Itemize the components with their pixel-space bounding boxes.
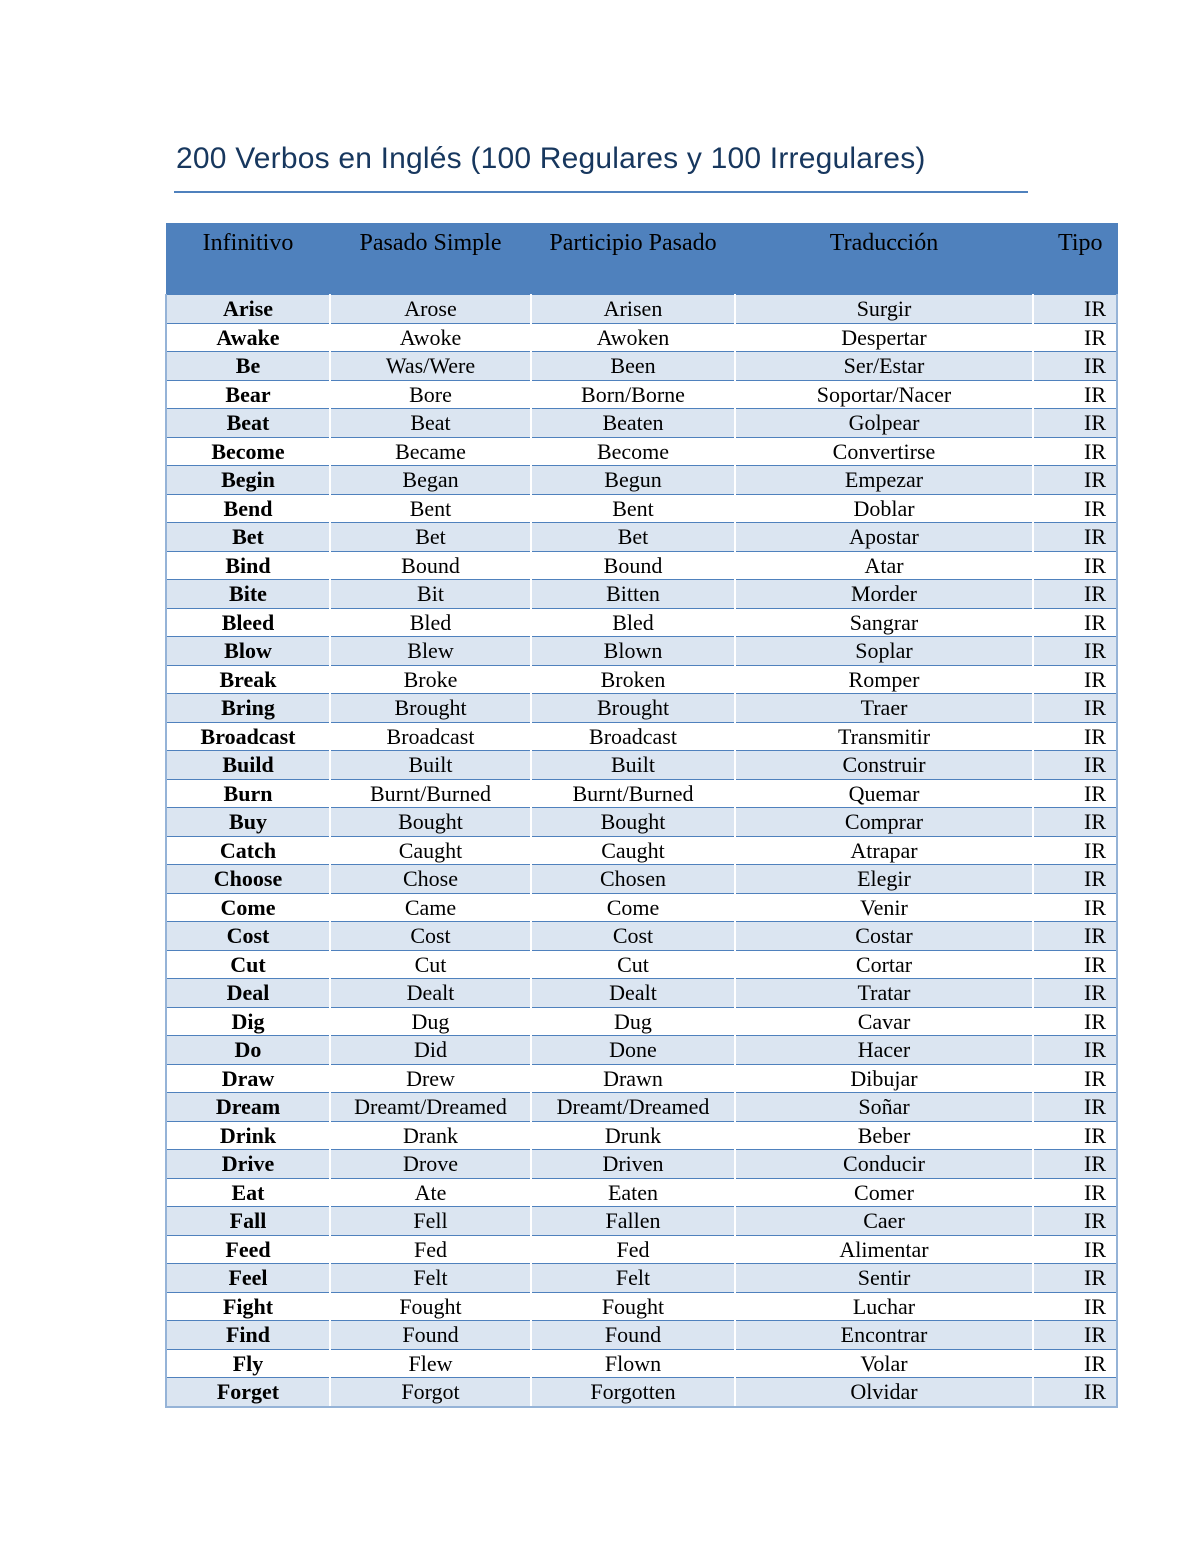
- cell-traduccion: Atrapar: [735, 836, 1033, 865]
- cell-traduccion: Venir: [735, 893, 1033, 922]
- cell-pasado-simple: Was/Were: [330, 352, 531, 381]
- table-row: [166, 1036, 1117, 1065]
- cell-participio-pasado: Flown: [531, 1349, 735, 1378]
- table-row: [166, 865, 1117, 894]
- cell-participio-pasado: Drawn: [531, 1064, 735, 1093]
- cell-pasado-simple: Bore: [330, 380, 531, 409]
- cell-traduccion: Conducir: [735, 1150, 1033, 1179]
- cell-pasado-simple: Did: [330, 1036, 531, 1065]
- cell-infinitivo: Break: [166, 665, 330, 694]
- cell-participio-pasado: Caught: [531, 836, 735, 865]
- cell-participio-pasado: Forgotten: [531, 1378, 735, 1407]
- header-pasado-simple: Pasado Simple: [330, 224, 531, 295]
- cell-infinitivo: Blow: [166, 637, 330, 666]
- table-row: [166, 1178, 1117, 1207]
- table-body: [166, 295, 1117, 1407]
- cell-traduccion: Convertirse: [735, 437, 1033, 466]
- cell-tipo: IR: [1033, 437, 1117, 466]
- table-row: [166, 1007, 1117, 1036]
- header-infinitivo: Infinitivo: [166, 224, 330, 295]
- cell-tipo: IR: [1033, 950, 1117, 979]
- cell-pasado-simple: Cut: [330, 950, 531, 979]
- cell-traduccion: Soplar: [735, 637, 1033, 666]
- cell-participio-pasado: Beaten: [531, 409, 735, 438]
- table-row: [166, 352, 1117, 381]
- cell-pasado-simple: Caught: [330, 836, 531, 865]
- cell-tipo: IR: [1033, 1007, 1117, 1036]
- cell-infinitivo: Feed: [166, 1235, 330, 1264]
- cell-traduccion: Encontrar: [735, 1321, 1033, 1350]
- header-participio-pasado: Participio Pasado: [531, 224, 735, 295]
- cell-participio-pasado: Eaten: [531, 1178, 735, 1207]
- cell-tipo: IR: [1033, 523, 1117, 552]
- cell-tipo: IR: [1033, 893, 1117, 922]
- cell-infinitivo: Cost: [166, 922, 330, 951]
- cell-participio-pasado: Fed: [531, 1235, 735, 1264]
- table-row: [166, 979, 1117, 1008]
- cell-tipo: IR: [1033, 751, 1117, 780]
- table-row: [166, 323, 1117, 352]
- cell-participio-pasado: Burnt/Burned: [531, 779, 735, 808]
- cell-infinitivo: Bleed: [166, 608, 330, 637]
- cell-tipo: IR: [1033, 608, 1117, 637]
- cell-infinitivo: Broadcast: [166, 722, 330, 751]
- cell-traduccion: Morder: [735, 580, 1033, 609]
- table-row: [166, 1235, 1117, 1264]
- cell-participio-pasado: Bound: [531, 551, 735, 580]
- cell-participio-pasado: Bitten: [531, 580, 735, 609]
- header-traduccion: Traducción: [735, 224, 1033, 295]
- cell-infinitivo: Beat: [166, 409, 330, 438]
- cell-tipo: IR: [1033, 1235, 1117, 1264]
- cell-tipo: IR: [1033, 1178, 1117, 1207]
- cell-participio-pasado: Dreamt/Dreamed: [531, 1093, 735, 1122]
- cell-tipo: IR: [1033, 295, 1117, 324]
- cell-traduccion: Soñar: [735, 1093, 1033, 1122]
- cell-tipo: IR: [1033, 1093, 1117, 1122]
- cell-pasado-simple: Drew: [330, 1064, 531, 1093]
- cell-infinitivo: Choose: [166, 865, 330, 894]
- cell-participio-pasado: Been: [531, 352, 735, 381]
- cell-infinitivo: Bet: [166, 523, 330, 552]
- cell-traduccion: Golpear: [735, 409, 1033, 438]
- cell-participio-pasado: Bought: [531, 808, 735, 837]
- table-row: [166, 1207, 1117, 1236]
- cell-infinitivo: Bear: [166, 380, 330, 409]
- header-tipo: Tipo: [1033, 224, 1117, 295]
- table-row: [166, 608, 1117, 637]
- cell-pasado-simple: Dug: [330, 1007, 531, 1036]
- cell-pasado-simple: Bled: [330, 608, 531, 637]
- cell-participio-pasado: Felt: [531, 1264, 735, 1293]
- table-row: [166, 580, 1117, 609]
- cell-tipo: IR: [1033, 779, 1117, 808]
- table-row: [166, 1093, 1117, 1122]
- cell-pasado-simple: Came: [330, 893, 531, 922]
- table-row: [166, 295, 1117, 324]
- cell-pasado-simple: Dealt: [330, 979, 531, 1008]
- cell-infinitivo: Do: [166, 1036, 330, 1065]
- cell-infinitivo: Come: [166, 893, 330, 922]
- cell-participio-pasado: Fought: [531, 1292, 735, 1321]
- cell-participio-pasado: Blown: [531, 637, 735, 666]
- cell-infinitivo: Be: [166, 352, 330, 381]
- table-row: [166, 466, 1117, 495]
- cell-tipo: IR: [1033, 409, 1117, 438]
- cell-pasado-simple: Began: [330, 466, 531, 495]
- cell-infinitivo: Bite: [166, 580, 330, 609]
- table-row: [166, 1264, 1117, 1293]
- cell-traduccion: Comer: [735, 1178, 1033, 1207]
- cell-pasado-simple: Found: [330, 1321, 531, 1350]
- cell-traduccion: Doblar: [735, 494, 1033, 523]
- cell-tipo: IR: [1033, 808, 1117, 837]
- cell-tipo: IR: [1033, 922, 1117, 951]
- cell-participio-pasado: Come: [531, 893, 735, 922]
- cell-tipo: IR: [1033, 979, 1117, 1008]
- cell-pasado-simple: Bit: [330, 580, 531, 609]
- cell-participio-pasado: Built: [531, 751, 735, 780]
- cell-pasado-simple: Chose: [330, 865, 531, 894]
- cell-infinitivo: Bind: [166, 551, 330, 580]
- cell-tipo: IR: [1033, 1036, 1117, 1065]
- cell-participio-pasado: Drunk: [531, 1121, 735, 1150]
- cell-traduccion: Elegir: [735, 865, 1033, 894]
- cell-pasado-simple: Felt: [330, 1264, 531, 1293]
- cell-pasado-simple: Built: [330, 751, 531, 780]
- cell-traduccion: Hacer: [735, 1036, 1033, 1065]
- cell-pasado-simple: Became: [330, 437, 531, 466]
- table-row: [166, 1121, 1117, 1150]
- cell-infinitivo: Dream: [166, 1093, 330, 1122]
- cell-participio-pasado: Found: [531, 1321, 735, 1350]
- cell-participio-pasado: Driven: [531, 1150, 735, 1179]
- cell-traduccion: Tratar: [735, 979, 1033, 1008]
- table-row: [166, 380, 1117, 409]
- cell-pasado-simple: Drove: [330, 1150, 531, 1179]
- table-row: [166, 409, 1117, 438]
- cell-pasado-simple: Broke: [330, 665, 531, 694]
- cell-tipo: IR: [1033, 1321, 1117, 1350]
- cell-infinitivo: Fall: [166, 1207, 330, 1236]
- cell-participio-pasado: Awoken: [531, 323, 735, 352]
- cell-infinitivo: Forget: [166, 1378, 330, 1407]
- cell-infinitivo: Bend: [166, 494, 330, 523]
- cell-participio-pasado: Chosen: [531, 865, 735, 894]
- cell-traduccion: Costar: [735, 922, 1033, 951]
- cell-infinitivo: Draw: [166, 1064, 330, 1093]
- cell-infinitivo: Find: [166, 1321, 330, 1350]
- cell-pasado-simple: Broadcast: [330, 722, 531, 751]
- cell-infinitivo: Deal: [166, 979, 330, 1008]
- cell-participio-pasado: Done: [531, 1036, 735, 1065]
- table-row: [166, 551, 1117, 580]
- table-row: [166, 437, 1117, 466]
- cell-infinitivo: Awake: [166, 323, 330, 352]
- table-row: [166, 694, 1117, 723]
- table-row: [166, 1349, 1117, 1378]
- cell-tipo: IR: [1033, 1064, 1117, 1093]
- cell-tipo: IR: [1033, 466, 1117, 495]
- cell-tipo: IR: [1033, 665, 1117, 694]
- table-row: [166, 523, 1117, 552]
- cell-participio-pasado: Bet: [531, 523, 735, 552]
- cell-pasado-simple: Bought: [330, 808, 531, 837]
- table-row: [166, 893, 1117, 922]
- cell-infinitivo: Drink: [166, 1121, 330, 1150]
- cell-traduccion: Transmitir: [735, 722, 1033, 751]
- cell-participio-pasado: Broadcast: [531, 722, 735, 751]
- cell-traduccion: Luchar: [735, 1292, 1033, 1321]
- cell-tipo: IR: [1033, 352, 1117, 381]
- cell-participio-pasado: Fallen: [531, 1207, 735, 1236]
- cell-infinitivo: Bring: [166, 694, 330, 723]
- cell-infinitivo: Fight: [166, 1292, 330, 1321]
- cell-tipo: IR: [1033, 494, 1117, 523]
- cell-pasado-simple: Fought: [330, 1292, 531, 1321]
- cell-traduccion: Alimentar: [735, 1235, 1033, 1264]
- cell-tipo: IR: [1033, 1264, 1117, 1293]
- cell-tipo: IR: [1033, 865, 1117, 894]
- cell-traduccion: Cortar: [735, 950, 1033, 979]
- table-header-row: [166, 224, 1117, 295]
- cell-infinitivo: Become: [166, 437, 330, 466]
- cell-pasado-simple: Drank: [330, 1121, 531, 1150]
- cell-traduccion: Cavar: [735, 1007, 1033, 1036]
- cell-pasado-simple: Blew: [330, 637, 531, 666]
- cell-infinitivo: Fly: [166, 1349, 330, 1378]
- cell-participio-pasado: Bled: [531, 608, 735, 637]
- cell-tipo: IR: [1033, 836, 1117, 865]
- cell-participio-pasado: Dug: [531, 1007, 735, 1036]
- cell-infinitivo: Begin: [166, 466, 330, 495]
- cell-traduccion: Surgir: [735, 295, 1033, 324]
- cell-infinitivo: Catch: [166, 836, 330, 865]
- cell-pasado-simple: Flew: [330, 1349, 531, 1378]
- document-title: 200 Verbos en Inglés (100 Regulares y 100 Irregulares): [176, 142, 926, 175]
- cell-tipo: IR: [1033, 694, 1117, 723]
- cell-infinitivo: Arise: [166, 295, 330, 324]
- table-row: [166, 1150, 1117, 1179]
- cell-traduccion: Traer: [735, 694, 1033, 723]
- cell-tipo: IR: [1033, 1292, 1117, 1321]
- cell-traduccion: Atar: [735, 551, 1033, 580]
- cell-pasado-simple: Bent: [330, 494, 531, 523]
- cell-pasado-simple: Fed: [330, 1235, 531, 1264]
- cell-pasado-simple: Cost: [330, 922, 531, 951]
- cell-tipo: IR: [1033, 323, 1117, 352]
- cell-traduccion: Empezar: [735, 466, 1033, 495]
- cell-participio-pasado: Cut: [531, 950, 735, 979]
- table-row: [166, 922, 1117, 951]
- cell-pasado-simple: Ate: [330, 1178, 531, 1207]
- cell-tipo: IR: [1033, 551, 1117, 580]
- cell-participio-pasado: Arisen: [531, 295, 735, 324]
- cell-pasado-simple: Fell: [330, 1207, 531, 1236]
- cell-pasado-simple: Bound: [330, 551, 531, 580]
- cell-infinitivo: Cut: [166, 950, 330, 979]
- title-underline: [174, 191, 1028, 193]
- table-row: [166, 1321, 1117, 1350]
- cell-pasado-simple: Burnt/Burned: [330, 779, 531, 808]
- table-row: [166, 751, 1117, 780]
- cell-participio-pasado: Cost: [531, 922, 735, 951]
- cell-pasado-simple: Awoke: [330, 323, 531, 352]
- cell-tipo: IR: [1033, 1121, 1117, 1150]
- cell-traduccion: Apostar: [735, 523, 1033, 552]
- table-row: [166, 722, 1117, 751]
- cell-infinitivo: Drive: [166, 1150, 330, 1179]
- cell-traduccion: Soportar/Nacer: [735, 380, 1033, 409]
- cell-tipo: IR: [1033, 1349, 1117, 1378]
- table-row: [166, 950, 1117, 979]
- table-row: [166, 494, 1117, 523]
- cell-traduccion: Olvidar: [735, 1378, 1033, 1407]
- table-row: [166, 1064, 1117, 1093]
- cell-tipo: IR: [1033, 1207, 1117, 1236]
- cell-traduccion: Sangrar: [735, 608, 1033, 637]
- cell-traduccion: Despertar: [735, 323, 1033, 352]
- cell-tipo: IR: [1033, 1378, 1117, 1407]
- cell-traduccion: Dibujar: [735, 1064, 1033, 1093]
- table-row: [166, 665, 1117, 694]
- cell-traduccion: Ser/Estar: [735, 352, 1033, 381]
- table-row: [166, 1378, 1117, 1407]
- cell-tipo: IR: [1033, 1150, 1117, 1179]
- cell-traduccion: Construir: [735, 751, 1033, 780]
- table-row: [166, 836, 1117, 865]
- table-row: [166, 1292, 1117, 1321]
- cell-infinitivo: Burn: [166, 779, 330, 808]
- cell-infinitivo: Buy: [166, 808, 330, 837]
- table-row: [166, 808, 1117, 837]
- cell-traduccion: Quemar: [735, 779, 1033, 808]
- cell-participio-pasado: Dealt: [531, 979, 735, 1008]
- cell-traduccion: Sentir: [735, 1264, 1033, 1293]
- table-row: [166, 637, 1117, 666]
- verbs-table: [165, 223, 1118, 1408]
- cell-traduccion: Beber: [735, 1121, 1033, 1150]
- cell-infinitivo: Build: [166, 751, 330, 780]
- cell-infinitivo: Eat: [166, 1178, 330, 1207]
- cell-participio-pasado: Broken: [531, 665, 735, 694]
- cell-infinitivo: Feel: [166, 1264, 330, 1293]
- cell-infinitivo: Dig: [166, 1007, 330, 1036]
- cell-tipo: IR: [1033, 637, 1117, 666]
- table-row: [166, 779, 1117, 808]
- cell-traduccion: Romper: [735, 665, 1033, 694]
- cell-traduccion: Volar: [735, 1349, 1033, 1378]
- cell-pasado-simple: Brought: [330, 694, 531, 723]
- cell-traduccion: Caer: [735, 1207, 1033, 1236]
- cell-tipo: IR: [1033, 722, 1117, 751]
- cell-pasado-simple: Beat: [330, 409, 531, 438]
- cell-pasado-simple: Arose: [330, 295, 531, 324]
- cell-tipo: IR: [1033, 580, 1117, 609]
- cell-participio-pasado: Brought: [531, 694, 735, 723]
- cell-participio-pasado: Become: [531, 437, 735, 466]
- cell-pasado-simple: Forgot: [330, 1378, 531, 1407]
- cell-tipo: IR: [1033, 380, 1117, 409]
- cell-traduccion: Comprar: [735, 808, 1033, 837]
- cell-participio-pasado: Begun: [531, 466, 735, 495]
- cell-participio-pasado: Born/Borne: [531, 380, 735, 409]
- cell-pasado-simple: Dreamt/Dreamed: [330, 1093, 531, 1122]
- cell-participio-pasado: Bent: [531, 494, 735, 523]
- cell-pasado-simple: Bet: [330, 523, 531, 552]
